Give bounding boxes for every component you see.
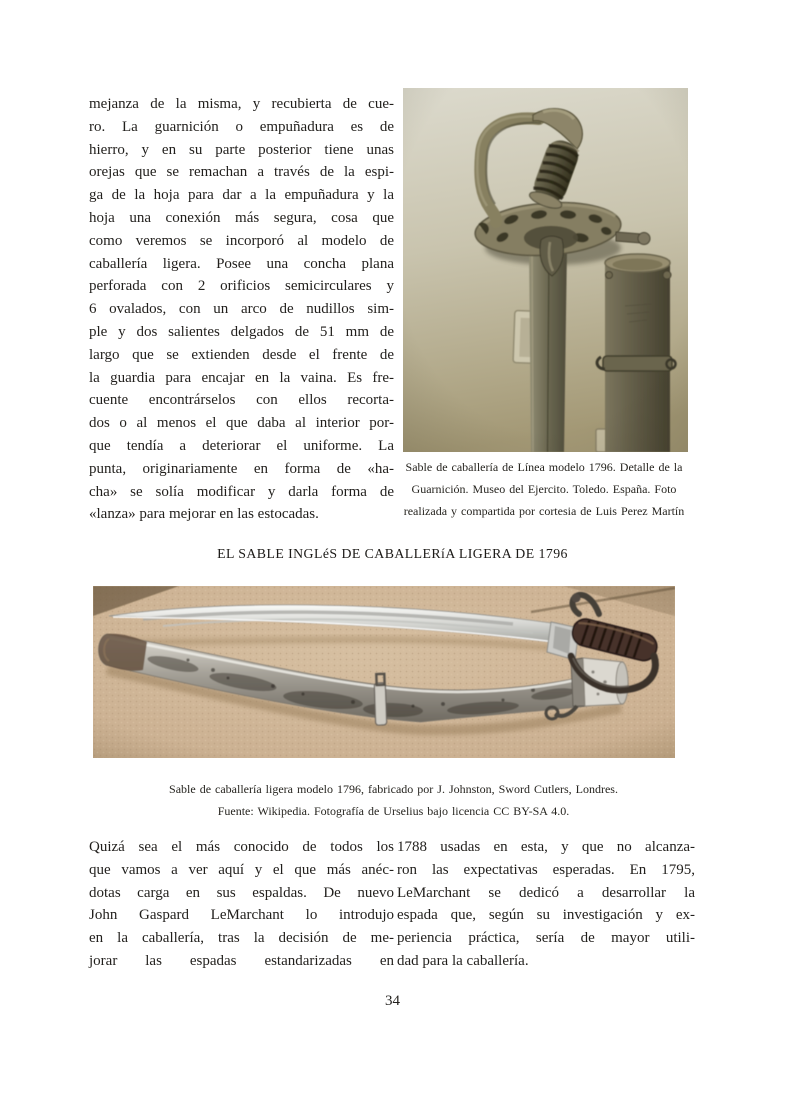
text-line: largo que se extienden desde el frente de bbox=[89, 346, 394, 363]
text-line: perforada con 2 orificios semicirculares y bbox=[89, 278, 394, 295]
text-line: que tendía a deteriorar el uniforme. La bbox=[89, 437, 394, 454]
text-line: dos o al menos el que daba al interior por- bbox=[89, 415, 394, 432]
text-line: ro. La guarnición o empuñadura es de bbox=[89, 118, 394, 135]
text-line: dad para la caballería. bbox=[397, 952, 529, 969]
light-cavalry-sabre-photo bbox=[93, 586, 675, 758]
text-line: ple y dos salientes delgados de 51 mm de bbox=[89, 323, 394, 340]
caption-line: realizada y compartida por cortesia de Luis Perez Martín bbox=[403, 504, 685, 518]
text-line: hierro, y en su parte posterior tiene unas bbox=[89, 141, 394, 158]
caption-line: Sable de caballería de Línea modelo 1796. Detalle de la bbox=[405, 460, 683, 474]
text-line: como veremos se incorporó al modelo de bbox=[89, 232, 394, 249]
text-line: 6 ovalados, con un arco de nudillos sim- bbox=[89, 301, 394, 318]
cavalry-sword-hilt-photo bbox=[403, 88, 688, 452]
text-column-bottom-left bbox=[89, 836, 394, 973]
text-line: Quizá sea el más conocido de todos los bbox=[89, 839, 394, 855]
text-line: punta, originariamente en forma de «ha- bbox=[89, 460, 394, 477]
page-number: 34 bbox=[385, 993, 400, 1009]
text-line: 1788 usadas en esta, y que no alcanza- bbox=[397, 839, 695, 855]
text-line: cuente encontrárselos con ellos recorta- bbox=[89, 392, 394, 409]
sword-hilt-drawing bbox=[403, 88, 688, 452]
text-line: ron las expectativas esperadas. En 1795, bbox=[397, 861, 695, 878]
sabre-drawing bbox=[93, 586, 675, 758]
text-line: la guardia para encajar en la vaina. Es fre- bbox=[89, 369, 394, 386]
text-line: ga de la hoja para dar a la empuñadura y la bbox=[89, 187, 394, 204]
text-line: John Gaspard LeMarchant lo introdujo bbox=[89, 907, 394, 924]
caption-line: Sable de caballería ligera modelo 1796, fabricado por J. Johnston, Sword Cutlers, Londres. bbox=[169, 782, 618, 796]
section-heading: EL SABLE INGLéS DE CABALLERíA LIGERA DE 1796 bbox=[217, 546, 568, 561]
text-line: jorar las espadas estandarizadas en bbox=[89, 952, 394, 969]
text-line: caballería ligera. Posee una concha plana bbox=[89, 255, 394, 272]
text-line: mejanza de la misma, y recubierta de cue- bbox=[89, 96, 394, 112]
text-line: que vamos a ver aquí y el que más anéc- bbox=[89, 861, 394, 878]
figure-sabre-caption bbox=[90, 778, 697, 822]
caption-line: Guarnición. Museo del Ejercito. Toledo. España. Foto bbox=[411, 482, 677, 496]
text-line: «lanza» para mejorar en las estocadas. bbox=[89, 506, 319, 523]
text-line: en la caballería, tras la decisión de me- bbox=[89, 930, 394, 947]
caption-line: Fuente: Wikipedia. Fotografía de Urselius bajo licencia CC BY-SA 4.0. bbox=[217, 804, 570, 818]
text-line: hoja una conexión más segura, cosa que bbox=[89, 209, 394, 226]
text-line: periencia práctica, sería de mayor utili- bbox=[397, 930, 695, 947]
figure-hilt-caption bbox=[394, 456, 694, 522]
text-line: dotas carga en sus espaldas. De nuevo bbox=[89, 884, 394, 901]
text-column-bottom-right bbox=[397, 836, 695, 973]
text-line: orejas que se remachan a través de la espi- bbox=[89, 164, 394, 181]
text-line: espada que, según su investigación y ex- bbox=[397, 907, 695, 924]
text-line: cha» se solía modificar y darla forma de bbox=[89, 483, 394, 500]
text-column-top-left bbox=[89, 93, 394, 526]
text-line: LeMarchant se dedicó a desarrollar la bbox=[397, 884, 695, 901]
